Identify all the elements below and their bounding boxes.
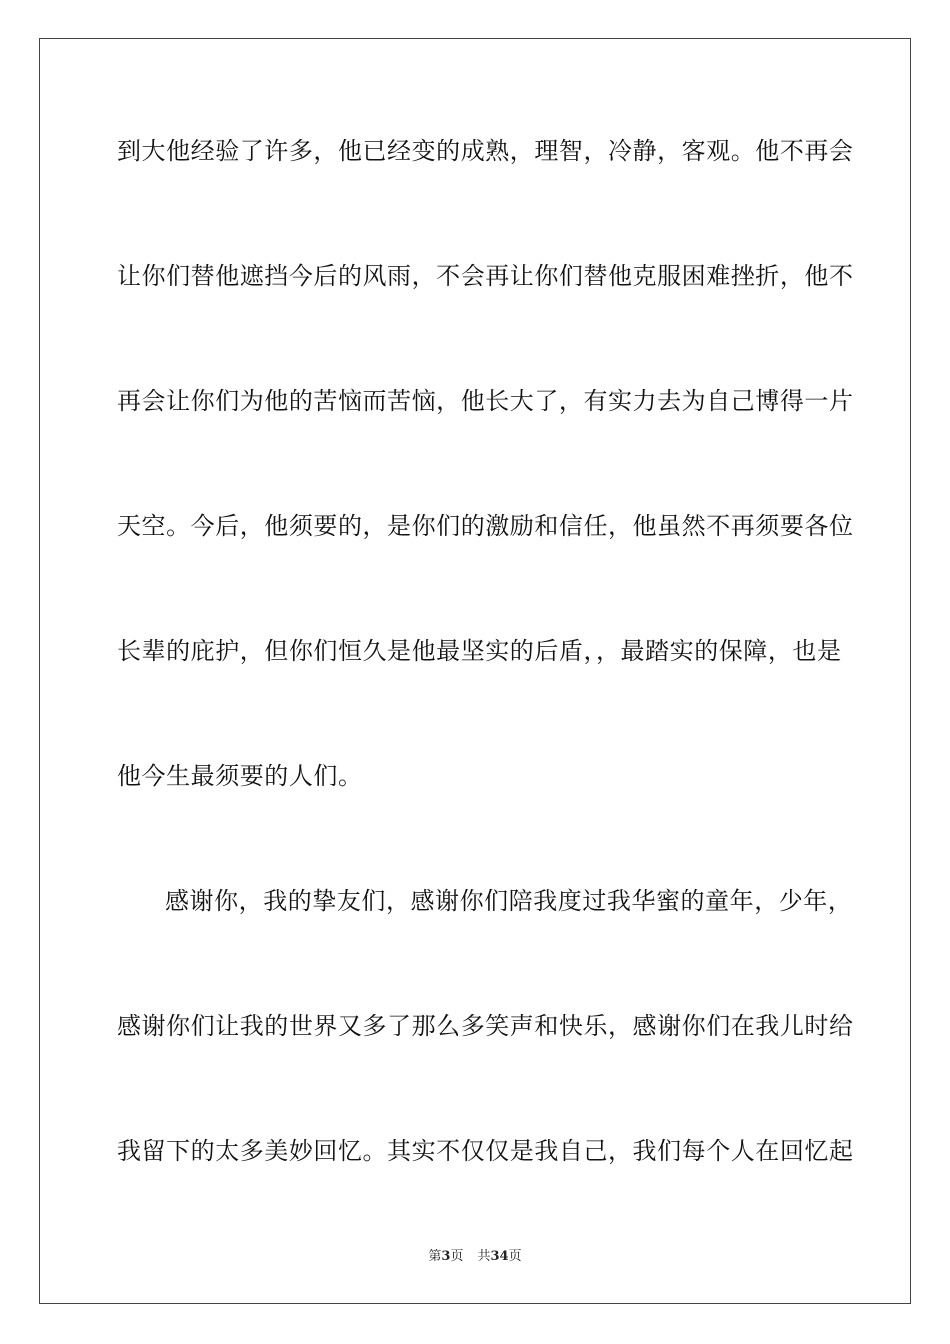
total-pages: 34 — [490, 1249, 509, 1264]
page-suffix: 页 — [450, 1249, 464, 1264]
text-line: 再会让你们为他的苦恼而苦恼，他长大了，有实力去为自己博得一片 — [117, 387, 854, 415]
text-line: 他今生最须要的人们。 — [117, 762, 363, 790]
total-suffix: 页 — [508, 1249, 522, 1264]
paragraph-first-line: 感谢你，我的挚友们，感谢你们陪我度过我华蜜的童年，少年， — [165, 887, 853, 915]
page-prefix: 第 — [428, 1249, 442, 1264]
text-line: 我留下的太多美妙回忆。其实不仅仅是我自己，我们每个人在回忆起 — [117, 1137, 854, 1165]
text-line: 天空。今后，他须要的，是你们的激励和信任，他虽然不再须要各位 — [117, 512, 854, 540]
page-number: 3 — [441, 1249, 451, 1264]
page-border — [39, 38, 911, 1304]
text-line: 长辈的庇护，但你们恒久是他最坚实的后盾，，最踏实的保障，也是 — [117, 637, 842, 665]
total-prefix: 共 — [477, 1249, 491, 1264]
text-line: 感谢你们让我的世界又多了那么多笑声和快乐，感谢你们在我儿时给 — [117, 1012, 854, 1040]
page-footer — [0, 1248, 950, 1266]
text-line: 到大他经验了许多，他已经变的成熟，理智，冷静，客观。他不再会 — [117, 137, 854, 165]
text-line: 让你们替他遮挡今后的风雨，不会再让你们替他克服困难挫折，他不 — [117, 262, 854, 290]
